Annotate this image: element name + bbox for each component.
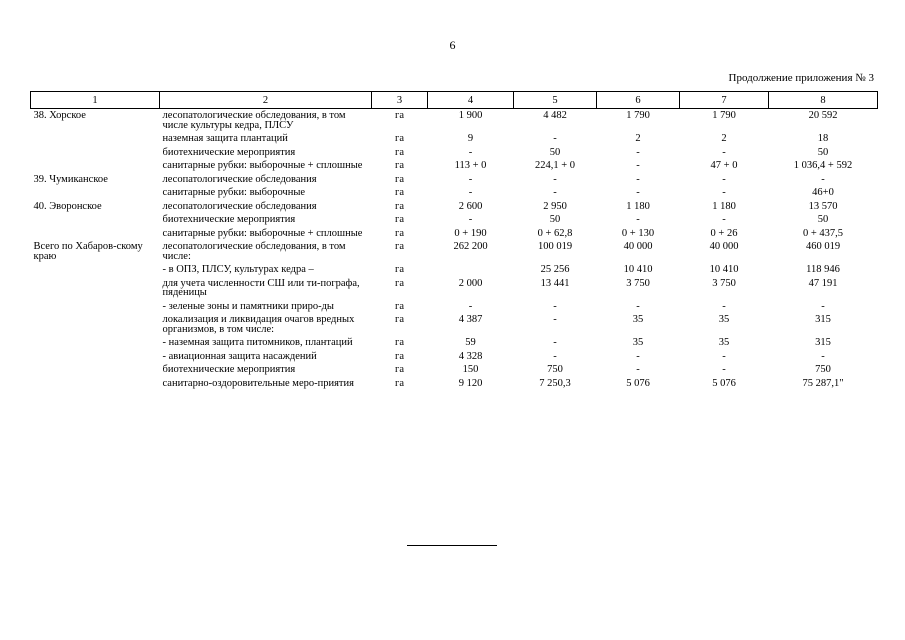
- table-row: [31, 186, 878, 200]
- unit-cell: га: [395, 227, 404, 239]
- region-cell: [31, 277, 160, 300]
- value-cell: 1 900: [458, 110, 483, 121]
- value-cell: 35: [718, 337, 730, 348]
- value-cell: 460 019: [805, 241, 841, 252]
- table-row: [31, 263, 878, 277]
- region-cell: Всего по Хабаров-скому краю: [33, 241, 143, 262]
- value-cell: 3 750: [712, 277, 736, 289]
- activity-cell: для учета численности СШ или ти-пографа, пяденицы: [162, 277, 360, 298]
- table-row: [31, 336, 878, 350]
- unit-cell: га: [395, 350, 404, 362]
- value-cell: 150: [462, 364, 479, 375]
- unit-cell: га: [395, 173, 404, 185]
- unit-cell: га: [395, 377, 404, 389]
- region-cell: 40. Эворонское: [33, 200, 102, 212]
- value-cell: 1 180: [626, 200, 650, 212]
- value-cell: -: [722, 350, 726, 362]
- value-cell: 10 410: [623, 264, 653, 275]
- value-cell: 2 000: [458, 277, 483, 289]
- unit-cell: га: [395, 160, 404, 171]
- unit-cell: га: [395, 200, 404, 212]
- table-row: [31, 363, 878, 377]
- table-row: [31, 300, 878, 314]
- unit-cell: га: [395, 110, 404, 121]
- unit-cell: га: [395, 133, 404, 144]
- header-row: [31, 92, 878, 109]
- unit-cell: га: [395, 277, 404, 289]
- value-cell: 0 + 437,5: [802, 227, 844, 239]
- value-cell: 2 600: [458, 200, 483, 212]
- value-cell: 13 441: [540, 277, 570, 289]
- region-cell: [31, 132, 160, 146]
- value-cell: 2 950: [543, 200, 567, 212]
- table-row: [31, 200, 878, 214]
- value-cell: -: [821, 350, 825, 362]
- value-cell: 1 180: [712, 200, 736, 212]
- value-cell: -: [468, 187, 473, 198]
- value-cell: 35: [718, 314, 730, 325]
- value-cell: 3 750: [626, 277, 650, 289]
- value-cell: -: [553, 187, 557, 198]
- value-cell: -: [636, 146, 640, 158]
- value-cell: -: [636, 214, 640, 225]
- value-cell: -: [636, 187, 640, 198]
- value-cell: 40 000: [709, 241, 739, 252]
- table-row: [31, 109, 878, 133]
- value-cell: 18: [817, 133, 829, 144]
- footnote-divider: [407, 545, 497, 546]
- unit-cell: га: [395, 300, 404, 312]
- value-cell: -: [468, 214, 473, 225]
- value-cell: 1 036,4 + 592: [793, 160, 853, 171]
- value-cell: 315: [815, 314, 831, 325]
- unit-cell: га: [395, 241, 404, 252]
- value-cell: -: [468, 173, 473, 185]
- activity-cell: наземная защита плантаций: [162, 133, 288, 144]
- value-cell: -: [553, 314, 557, 325]
- activity-cell: - зеленые зоны и памятники приро-ды: [162, 300, 334, 312]
- value-cell: -: [553, 350, 557, 362]
- activity-cell: биотехнические мероприятия: [162, 214, 296, 225]
- value-cell: 7 250,3: [539, 377, 571, 389]
- table-row: [31, 350, 878, 364]
- value-cell: 0 + 26: [710, 227, 738, 239]
- value-cell: [428, 263, 514, 277]
- value-cell: 50: [817, 146, 829, 158]
- value-cell: -: [553, 337, 557, 348]
- value-cell: 262 200: [453, 241, 488, 252]
- table-row: [31, 377, 878, 391]
- header-cell: 5: [514, 92, 597, 109]
- value-cell: -: [722, 146, 726, 158]
- value-cell: -: [468, 146, 473, 158]
- value-cell: -: [722, 214, 726, 225]
- value-cell: -: [468, 300, 473, 312]
- value-cell: 118 946: [806, 264, 840, 275]
- value-cell: 0 + 62,8: [537, 227, 573, 239]
- region-cell: [31, 350, 160, 364]
- value-cell: 1 790: [626, 110, 650, 121]
- value-cell: -: [722, 364, 726, 375]
- activity-cell: санитарные рубки: выборочные + сплошные: [162, 160, 363, 171]
- value-cell: 47 + 0: [710, 160, 738, 171]
- region-cell: [31, 363, 160, 377]
- table-row: [31, 213, 878, 227]
- region-cell: 39. Чумиканское: [33, 173, 108, 185]
- header-cell: 6: [597, 92, 680, 109]
- table-row: [31, 132, 878, 146]
- value-cell: -: [636, 364, 640, 375]
- header-cell: 8: [769, 92, 878, 109]
- region-cell: [31, 186, 160, 200]
- value-cell: 2: [721, 133, 727, 144]
- unit-cell: га: [395, 146, 404, 158]
- value-cell: 5 076: [626, 377, 650, 389]
- activity-cell: санитарные рубки: выборочные: [162, 187, 306, 198]
- value-cell: 224,1 + 0: [534, 160, 576, 171]
- value-cell: -: [553, 300, 557, 312]
- value-cell: 40 000: [623, 241, 653, 252]
- value-cell: 10 410: [709, 264, 739, 275]
- activity-cell: санитарно-оздоровительные меро-приятия: [162, 377, 354, 389]
- region-cell: [31, 263, 160, 277]
- activity-cell: лесопатологические обследования, в том числе:: [162, 241, 346, 262]
- activity-cell: лесопатологические обследования: [162, 173, 317, 185]
- table-row: [31, 173, 878, 187]
- value-cell: 50: [817, 214, 829, 225]
- value-cell: -: [636, 160, 640, 171]
- value-cell: 20 592: [808, 110, 838, 121]
- header-cell: 3: [372, 92, 428, 109]
- value-cell: 9 120: [458, 377, 483, 389]
- value-cell: 2: [635, 133, 641, 144]
- unit-cell: га: [395, 264, 404, 275]
- value-cell: -: [553, 173, 557, 185]
- value-cell: 750: [547, 364, 563, 375]
- region-cell: [31, 227, 160, 241]
- activity-cell: - авиационная защита насаждений: [162, 350, 317, 362]
- table-row: [31, 146, 878, 160]
- value-cell: -: [553, 133, 557, 144]
- activity-cell: локализация и ликвидация очагов вредных организмов, в том числе:: [162, 314, 355, 335]
- region-cell: [31, 377, 160, 391]
- region-cell: [31, 313, 160, 336]
- continuation-label: Продолжение приложения № 3: [728, 72, 874, 84]
- value-cell: 75 287,1": [802, 377, 844, 389]
- activity-cell: биотехнические мероприятия: [162, 364, 296, 375]
- value-cell: 35: [632, 314, 644, 325]
- value-cell: 13 570: [808, 200, 838, 212]
- value-cell: 46+0: [812, 187, 834, 198]
- value-cell: 47 191: [808, 277, 838, 289]
- value-cell: -: [722, 300, 726, 312]
- value-cell: 4 387: [458, 314, 483, 325]
- table-row: [31, 313, 878, 336]
- activity-cell: - наземная защита питомников, плантаций: [162, 337, 353, 348]
- region-cell: [31, 336, 160, 350]
- value-cell: 5 076: [712, 377, 736, 389]
- table-row: [31, 240, 878, 263]
- unit-cell: га: [395, 187, 404, 198]
- table-row: [31, 277, 878, 300]
- value-cell: 59: [465, 337, 476, 348]
- activity-cell: - в ОПЗ, ПЛСУ, культурах кедра –: [162, 264, 314, 275]
- value-cell: -: [636, 173, 640, 185]
- value-cell: -: [821, 300, 825, 312]
- page-number: 6: [449, 38, 456, 52]
- value-cell: 50: [549, 146, 561, 158]
- value-cell: 9: [467, 133, 474, 144]
- value-cell: 0 + 130: [621, 227, 655, 239]
- value-cell: -: [636, 300, 640, 312]
- activity-cell: лесопатологические обследования, в том числе культуры кедра, ПЛСУ: [162, 110, 346, 131]
- value-cell: -: [722, 187, 726, 198]
- value-cell: 750: [815, 364, 831, 375]
- value-cell: 113 + 0: [454, 160, 487, 171]
- value-cell: 1 790: [712, 110, 736, 121]
- activity-cell: санитарные рубки: выборочные + сплошные: [162, 227, 363, 239]
- unit-cell: га: [395, 314, 404, 325]
- value-cell: 50: [549, 214, 561, 225]
- value-cell: 4 482: [543, 110, 567, 121]
- unit-cell: га: [395, 337, 404, 348]
- table-body: [31, 109, 878, 391]
- activity-cell: биотехнические мероприятия: [162, 146, 296, 158]
- data-table: [30, 91, 878, 390]
- region-cell: [31, 300, 160, 314]
- header-cell: 4: [428, 92, 514, 109]
- table-header: [31, 92, 878, 109]
- region-cell: [31, 213, 160, 227]
- value-cell: -: [722, 173, 726, 185]
- activity-cell: лесопатологические обследования: [162, 200, 317, 212]
- value-cell: 0 + 190: [454, 227, 487, 239]
- header-cell: 2: [160, 92, 372, 109]
- unit-cell: га: [395, 214, 404, 225]
- region-cell: 38. Хорское: [33, 110, 86, 121]
- value-cell: 100 019: [537, 241, 573, 252]
- unit-cell: га: [395, 364, 404, 375]
- value-cell: 35: [632, 337, 644, 348]
- header-cell: 1: [31, 92, 160, 109]
- region-cell: [31, 146, 160, 160]
- value-cell: -: [636, 350, 640, 362]
- value-cell: 25 256: [540, 264, 570, 275]
- header-cell: 7: [680, 92, 769, 109]
- value-cell: 315: [815, 337, 831, 348]
- value-cell: -: [821, 173, 825, 185]
- region-cell: [31, 159, 160, 173]
- table-row: [31, 227, 878, 241]
- table-row: [31, 159, 878, 173]
- value-cell: 4 328: [458, 350, 483, 362]
